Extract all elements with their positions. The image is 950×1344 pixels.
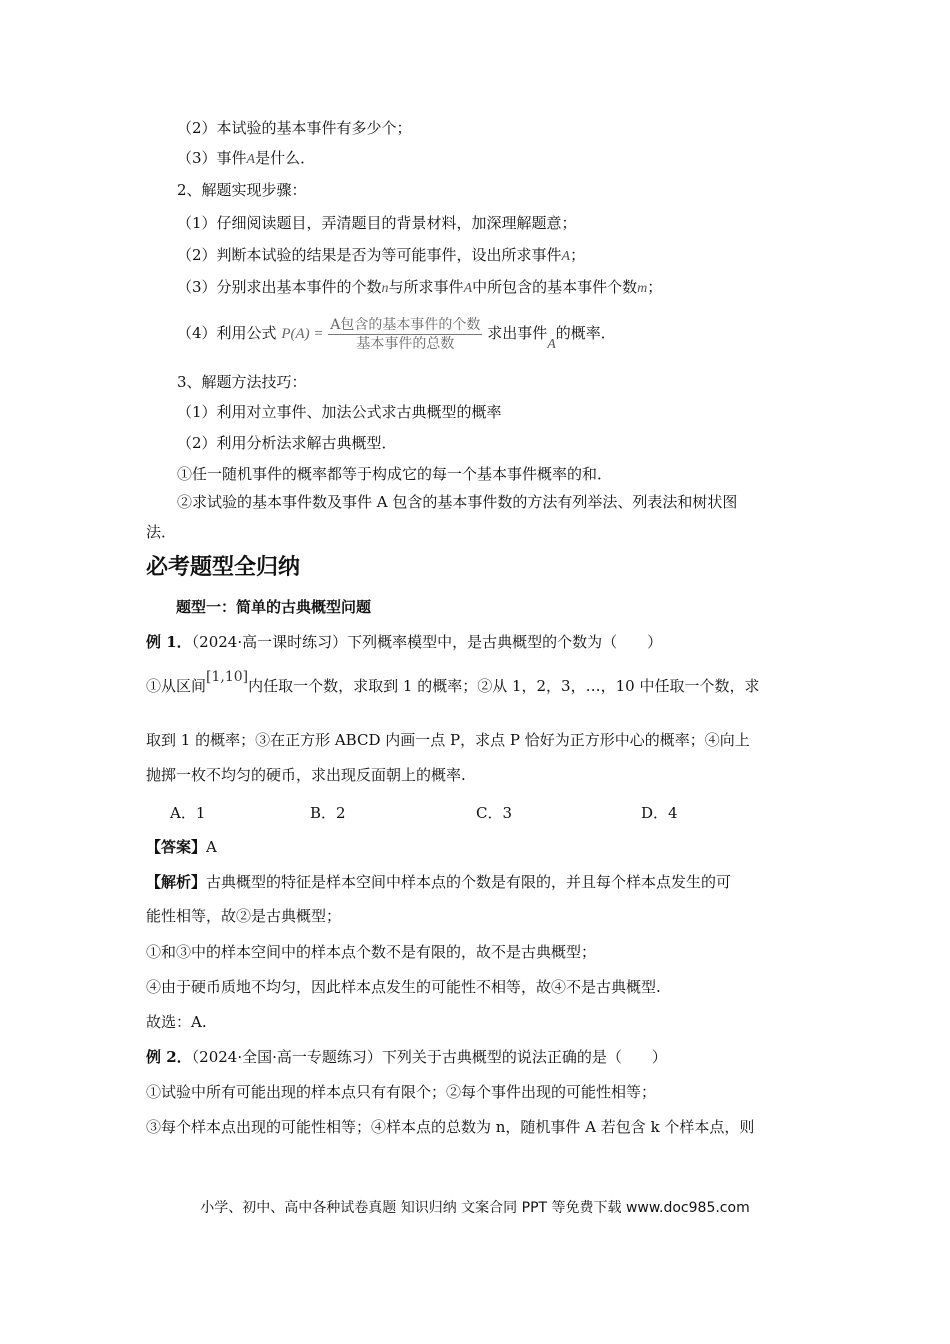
text-line: （3）分别求出基本事件的个数n与所求事件A中所包含的基本事件个数m；: [177, 278, 663, 296]
example-2-stem: 例 2．（2024·全国·高一专题练习）下列关于古典概型的说法正确的是（ ）: [146, 1048, 667, 1066]
probability-formula: P(A) =: [281, 326, 324, 342]
text-line: 3、解题方法技巧：: [177, 373, 307, 391]
text-line: ②求试验的基本事件数及事件 A 包含的基本事件数的方法有列举法、列表法和树状图: [177, 493, 738, 511]
answer-line: 【答案】A: [146, 838, 217, 856]
example-1-line: 取到 1 的概率；③在正方形 ABCD 内画一点 P，求点 P 恰好为正方形中心的概率；④向上: [146, 731, 750, 749]
text-line: （2）利用分析法求解古典概型．: [177, 434, 397, 452]
analysis-line: 【解析】古典概型的特征是样本空间中样本点的个数是有限的，并且每个样本点发生的可: [146, 873, 732, 891]
formula-line: （4）利用公式 P(A) = $\frac{\text{A包含的基本事件的个数}}{\text{基本事件的总数}}$ 求出事件A的概率．: [177, 316, 616, 352]
option-a: A．1: [170, 804, 206, 822]
option-b: B．2: [310, 804, 346, 822]
text-line: （2）判断本试验的结果是否为等可能事件，设出所求事件A；: [177, 246, 586, 264]
text-line: （3）事件A是什么．: [177, 149, 316, 167]
analysis-line: 能性相等，故②是古典概型；: [146, 907, 342, 925]
text-line: 2、解题实现步骤：: [177, 181, 307, 199]
interval-expression: [1,10]: [206, 669, 249, 685]
analysis-line: ④由于硬币质地不均匀，因此样本点发生的可能性不相等，故④不是古典概型.: [146, 978, 661, 996]
example-1-line: ①从区间[1,10]内任取一个数，求取到 1 的概率；②从 1，2，3，…，10 中任取一个数，求: [146, 669, 760, 695]
page-footer: 小学、初中、高中各种试卷真题 知识归纳 文案合同 PPT 等免费下载 www.doc985.com: [200, 1200, 750, 1216]
conclusion-line: 故选：A.: [146, 1013, 207, 1031]
example-2-line: ①试验中所有可能出现的样本点只有有限个；②每个事件出现的可能性相等；: [146, 1083, 657, 1101]
section-subheading: 题型一：简单的古典概型问题: [176, 598, 372, 616]
text-line: （2）本试验的基本事件有多少个；: [177, 119, 412, 137]
option-d: D．4: [641, 804, 678, 822]
section-heading: 必考题型全归纳: [146, 555, 301, 580]
text-line: （1）利用对立事件、加法公式求古典概型的概率: [177, 403, 502, 421]
example-1-line: 抛掷一枚不均匀的硬币，求出现反面朝上的概率.: [146, 766, 466, 784]
text-line: ①任一随机事件的概率都等于构成它的每一个基本事件概率的和．: [177, 465, 613, 483]
example-2-line: ③每个样本点出现的可能性相等；④样本点的总数为 n，随机事件 A 若包含 k 个样本点，则: [146, 1118, 755, 1136]
text-line: （1）仔细阅读题目，弄清题目的背景材料，加深理解题意；: [177, 214, 577, 232]
formula-fraction: $\frac{\text{A包含的基本事件的个数}}{\text{基本事件的总数}}$: [330, 316, 481, 352]
analysis-line: ①和③中的样本空间中的样本点个数不是有限的，故不是古典概型；: [146, 943, 597, 961]
text-line: 法．: [146, 523, 177, 541]
example-1-stem: 例 1．（2024·高一课时练习）下列概率模型中，是古典概型的个数为（ ）: [146, 633, 663, 651]
option-c: C．3: [476, 804, 513, 822]
